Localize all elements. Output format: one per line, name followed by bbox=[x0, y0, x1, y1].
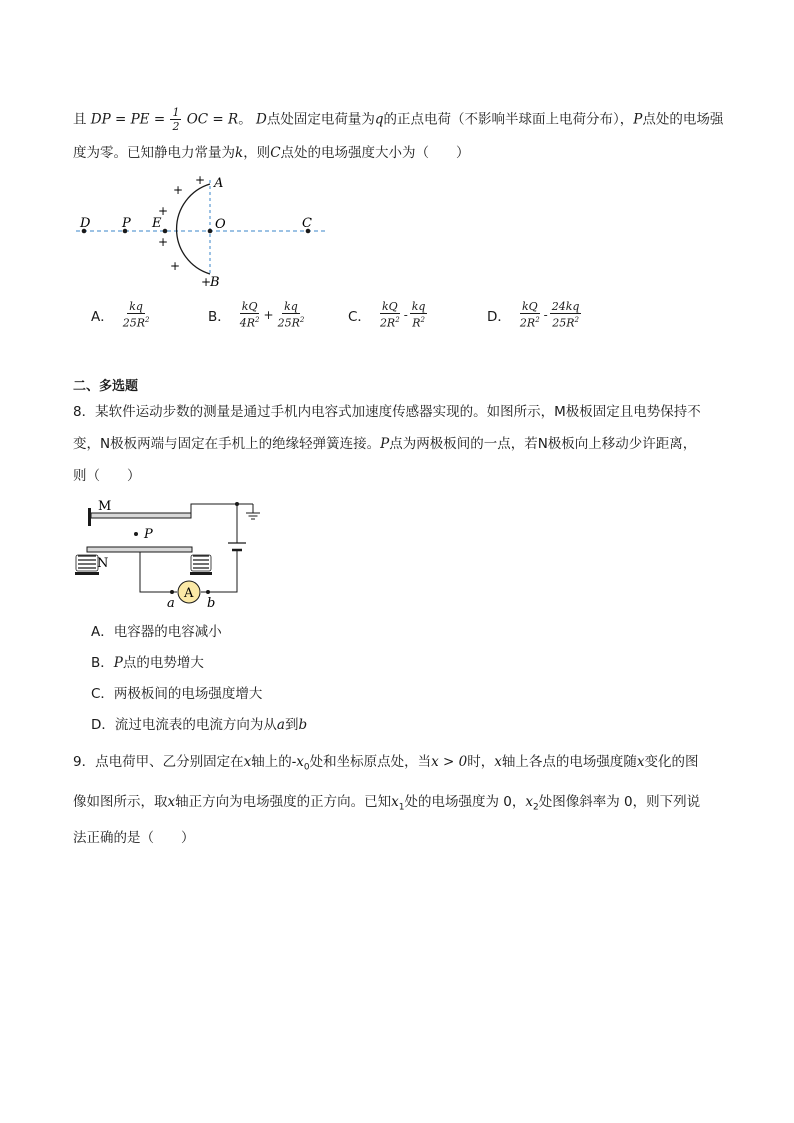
label-A: A bbox=[214, 176, 224, 191]
label-a: a bbox=[167, 596, 175, 611]
ammeter-label: A bbox=[184, 586, 194, 601]
option-B-fraction-2: $\frac{kq}{25R^2}$ bbox=[277, 300, 305, 330]
q7-equation-lhs: DP = PE = bbox=[90, 111, 166, 128]
label-D: D bbox=[80, 216, 91, 231]
q9-line-1: 9．点电荷甲、乙分别固定在x轴上的$-x_0$处和坐标原点处，当x > 0时，x轴上各点的电场强度随x变化的图 bbox=[73, 754, 699, 773]
q7-charge-q: q bbox=[374, 111, 384, 128]
plus-sign: + bbox=[173, 183, 184, 197]
q9-line-2: 像如图所示，取x轴正方向为电场强度的正方向。已知$x_1$处的电场强度为 0，$x_2$处图像斜率为 0，则下列说 bbox=[73, 794, 701, 813]
label-P: P bbox=[122, 216, 131, 231]
q7-text: 且 bbox=[73, 111, 87, 128]
q8-option-B[interactable]: B．P点的电势增大 bbox=[91, 655, 204, 671]
hemisphere-arc bbox=[177, 184, 210, 274]
q7-fraction-half: $\frac{1}{2}$ bbox=[172, 106, 180, 133]
label-M: M bbox=[98, 499, 112, 514]
q8-option-D[interactable]: D．流过电流表的电流方向为从a到b bbox=[91, 717, 308, 733]
plus-sign: + bbox=[201, 275, 212, 289]
plus-sign: + bbox=[195, 173, 206, 187]
label-N: N bbox=[97, 556, 109, 571]
point-O-dot bbox=[208, 229, 213, 234]
q7-constant-k: k bbox=[235, 145, 244, 161]
q7-option-A[interactable]: A． $\frac{kq}{25R^2}$ bbox=[91, 300, 150, 330]
terminal-a-dot bbox=[170, 590, 174, 594]
right-spring bbox=[190, 555, 212, 575]
label-P: P bbox=[144, 527, 153, 542]
point-E-dot bbox=[163, 229, 168, 234]
point-P-dot bbox=[134, 532, 138, 536]
q7-option-C[interactable]: C． $\frac{kQ}{2R^2}$ - $\frac{kq}{R^2}$ bbox=[348, 300, 426, 330]
option-C-fraction-2: $\frac{kq}{R^2}$ bbox=[411, 300, 426, 330]
terminal-b-dot bbox=[206, 590, 210, 594]
plus-sign: + bbox=[170, 259, 181, 273]
left-spring bbox=[75, 555, 99, 575]
q7-hemisphere-figure bbox=[70, 170, 340, 292]
label-E: E bbox=[152, 216, 162, 231]
wire-top bbox=[191, 504, 237, 543]
q7-option-B[interactable]: B． $\frac{kQ}{4R^2}$ + $\frac{kq}{25R^2}$ bbox=[208, 300, 305, 330]
option-A-fraction: $\frac{kq}{25R^2}$ bbox=[122, 300, 150, 330]
q8-option-A[interactable]: A．电容器的电容减小 bbox=[91, 624, 222, 640]
plus-sign: + bbox=[158, 204, 169, 218]
label-C: C bbox=[302, 216, 312, 231]
N-plate bbox=[87, 547, 192, 552]
q8-option-C[interactable]: C．两极板间的电场强度增大 bbox=[91, 686, 263, 702]
plus-sign: + bbox=[158, 235, 169, 249]
option-B-fraction-1: $\frac{kQ}{4R^2}$ bbox=[239, 300, 260, 330]
q9-line-3: 法正确的是（ ） bbox=[73, 830, 195, 846]
label-O: O bbox=[215, 217, 226, 232]
q8-line-2: 变，N极板两端与固定在手机上的绝缘轻弹簧连接。P点为两极板间的一点，若N极板向上移动少许距离， bbox=[73, 436, 697, 452]
wire-bottom bbox=[140, 552, 177, 592]
section-title: 二、多选题 bbox=[73, 379, 139, 394]
q8-capacitor-figure bbox=[70, 495, 280, 613]
q8-line-3: 则（ ） bbox=[73, 468, 141, 484]
option-D-fraction-1: $\frac{kQ}{2R^2}$ bbox=[519, 300, 540, 330]
q7-point-P: P bbox=[633, 111, 643, 128]
label-B: B bbox=[210, 275, 220, 290]
q7-point-D: D bbox=[256, 111, 267, 128]
q8-line-1: 8．某软件运动步数的测量是通过手机内电容式加速度传感器实现的。如图所示，M极板固定且电势保持不 bbox=[73, 404, 701, 420]
q7-line-1: 且 DP = PE = $\frac{1}{2}$ OC = R。 D点处固定电荷量为q的正点电荷（不影响半球面上电荷分布），P点处的电场强 bbox=[73, 106, 724, 133]
q7-equation-rhs: OC = R bbox=[186, 111, 239, 128]
option-D-fraction-2: $\frac{24kq}{25R^2}$ bbox=[551, 300, 580, 330]
q8-point-P: P bbox=[380, 436, 390, 452]
q7-point-C: C bbox=[270, 145, 281, 161]
q7-option-D[interactable]: D． $\frac{kQ}{2R^2}$ - $\frac{24kq}{25R^2}$ bbox=[487, 300, 580, 330]
option-C-fraction-1: $\frac{kQ}{2R^2}$ bbox=[379, 300, 400, 330]
q7-line-2: 度为零。已知静电力常量为k，则C点处的电场强度大小为（ ） bbox=[73, 145, 470, 161]
label-b: b bbox=[207, 596, 216, 611]
